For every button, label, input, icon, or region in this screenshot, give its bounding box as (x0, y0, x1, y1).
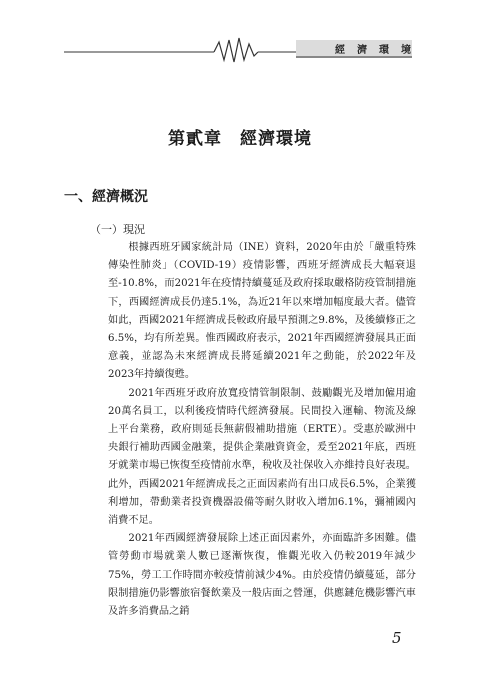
page-number: 5 (392, 629, 402, 647)
paragraph: 根據西班牙國家統計局（INE）資料，2020年由於「嚴重特殊傳染性肺炎」（COVID-19）疫情影響，西班牙經濟成長大幅衰退至-10.8%，而2021年在疫情持續蔓延及政府採取嚴格防疫管制措施下，西國經濟成長仍達5.1%，為近21年以來增加幅度最大者。儘管如此，西國2021年經濟成長較政府最早預測之9.8%，及後續修正之6.5%，均有所差異。惟西國政府表示，2021年西國經濟發展具正面意義，並認為未來經濟成長將延續2021年之動能，於2022年及2023年持續復甦。 (108, 242, 416, 381)
running-header (0, 0, 480, 70)
header-pulse-line-icon (0, 0, 480, 70)
header-label: 經濟環境 (335, 45, 423, 56)
section-heading: 一、經濟概況 (64, 189, 148, 205)
chapter-title: 第貳章 經濟環境 (168, 129, 312, 149)
paragraph: 2021年西班牙政府放寬疫情管制限制、鼓勵觀光及增加僱用逾20萬名員工，以利後疫情時代經濟發展。民間投入運輸、物流及線上平台業務，政府則延長無薪假補助措施（ERTE）。受惠於歐洲中央銀行補助西國金融業，提供企業融資資金，爰至2021年底，西班牙就業市場已恢復至疫情前水準，稅收及社保收入亦維持良好表現。此外，西國2021年經濟成長之正面因素尚有出口成長6.5%，企業獲利增加，帶動業者投資機器設備等耐久財收入增加6.1%，彌補國內消費不足。 (108, 387, 416, 527)
paragraph: 2021年西國經濟發展除上述正面因素外，亦面臨許多困難。儘管勞動市場就業人數已逐漸恢復，惟觀光收入仍較2019年減少75%，勞工工作時間亦較疫情前減少4%。由於疫情仍續蔓延，部分限制措施仍影響旅宿餐飲業及一般店面之營運，供應鏈危機影響汽車及許多消費品之銷 (108, 533, 416, 618)
subsection-heading: （一）現況 (90, 223, 145, 236)
body-text (108, 239, 416, 621)
